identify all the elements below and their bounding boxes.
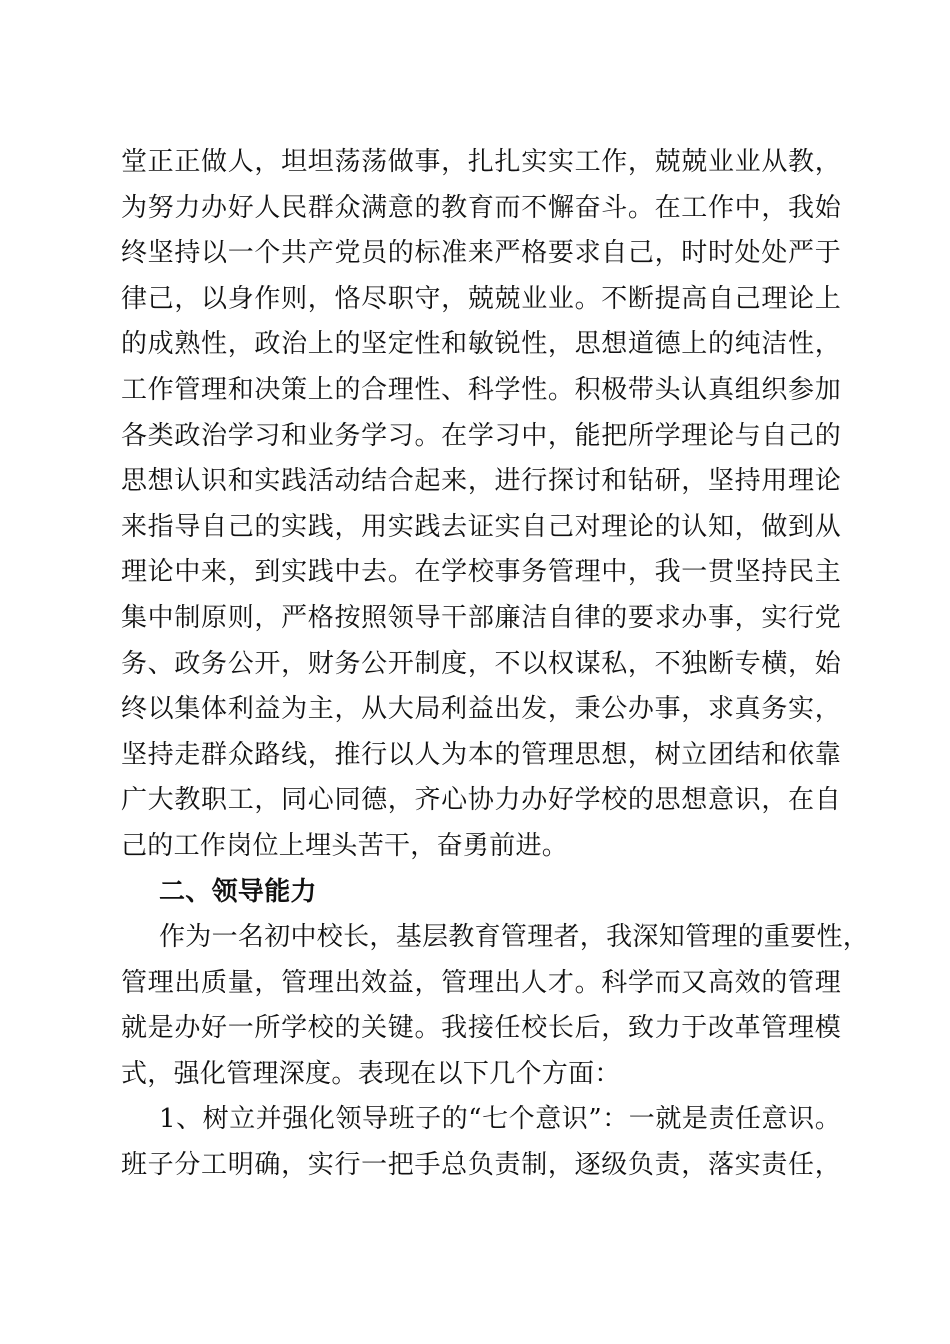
text-line: 理论中来，到实践中去。在学校事务管理中，我一贯坚持民主 — [121, 557, 841, 588]
paragraph-3 — [121, 1097, 841, 1188]
document-body — [121, 140, 870, 1189]
text-line: 堂正正做人，坦坦荡荡做事，扎扎实实工作，兢兢业业从教， — [121, 147, 841, 177]
section-heading: 二、领导能力 — [159, 876, 317, 907]
text-line: 班子分工明确，实行一把手总负责制，逐级负责，落实责任， — [121, 1150, 841, 1181]
text-line: 的成熟性，政治上的坚定性和敏锐性，思想道德上的纯洁性， — [121, 329, 841, 360]
text-line: 律己，以身作则，恪尽职守，兢兢业业。不断提高自己理论上 — [121, 283, 841, 314]
text-line: 终坚持以一个共产党员的标准来严格要求自己，时时处处严于 — [121, 238, 841, 269]
text-line: 己的工作岗位上埋头苦干，奋勇前进。 — [121, 830, 569, 861]
text-line: 广大教职工，同心同德，齐心协力办好学校的思想意识，在自 — [121, 785, 841, 816]
paragraph-1 — [121, 140, 841, 870]
text-line: 集中制原则，严格按照领导干部廉洁自律的要求办事，实行党 — [121, 602, 841, 633]
text-line: 作为一名初中校长，基层教育管理者，我深知管理的重要性， — [159, 922, 870, 953]
text-line: 坚持走群众路线，推行以人为本的管理思想，树立团结和依靠 — [121, 739, 841, 770]
text-line: 1、树立并强化领导班子的“七个意识”：一就是责任意识。 — [159, 1104, 841, 1135]
text-line: 式，强化管理深度。表现在以下几个方面： — [121, 1058, 621, 1089]
text-line: 就是办好一所学校的关键。我接任校长后，致力于改革管理模 — [121, 1013, 841, 1044]
text-line: 为努力办好人民群众满意的教育而不懈奋斗。在工作中，我始 — [121, 192, 841, 223]
text-line: 工作管理和决策上的合理性、科学性。积极带头认真组织参加 — [121, 374, 841, 405]
text-line: 终以集体利益为主，从大局利益出发，秉公办事，求真务实， — [121, 694, 841, 725]
text-line: 管理出质量，管理出效益，管理出人才。科学而又高效的管理 — [121, 967, 841, 998]
text-line: 来指导自己的实践，用实践去证实自己对理论的认知，做到从 — [121, 511, 841, 542]
text-line: 思想认识和实践活动结合起来，进行探讨和钻研，坚持用理论 — [121, 466, 841, 497]
text-line: 各类政治学习和业务学习。在学习中，能把所学理论与自己的 — [121, 420, 841, 451]
paragraph-2 — [121, 915, 870, 1097]
text-line: 务、政务公开，财务公开制度，不以权谋私，不独断专横，始 — [121, 648, 841, 679]
